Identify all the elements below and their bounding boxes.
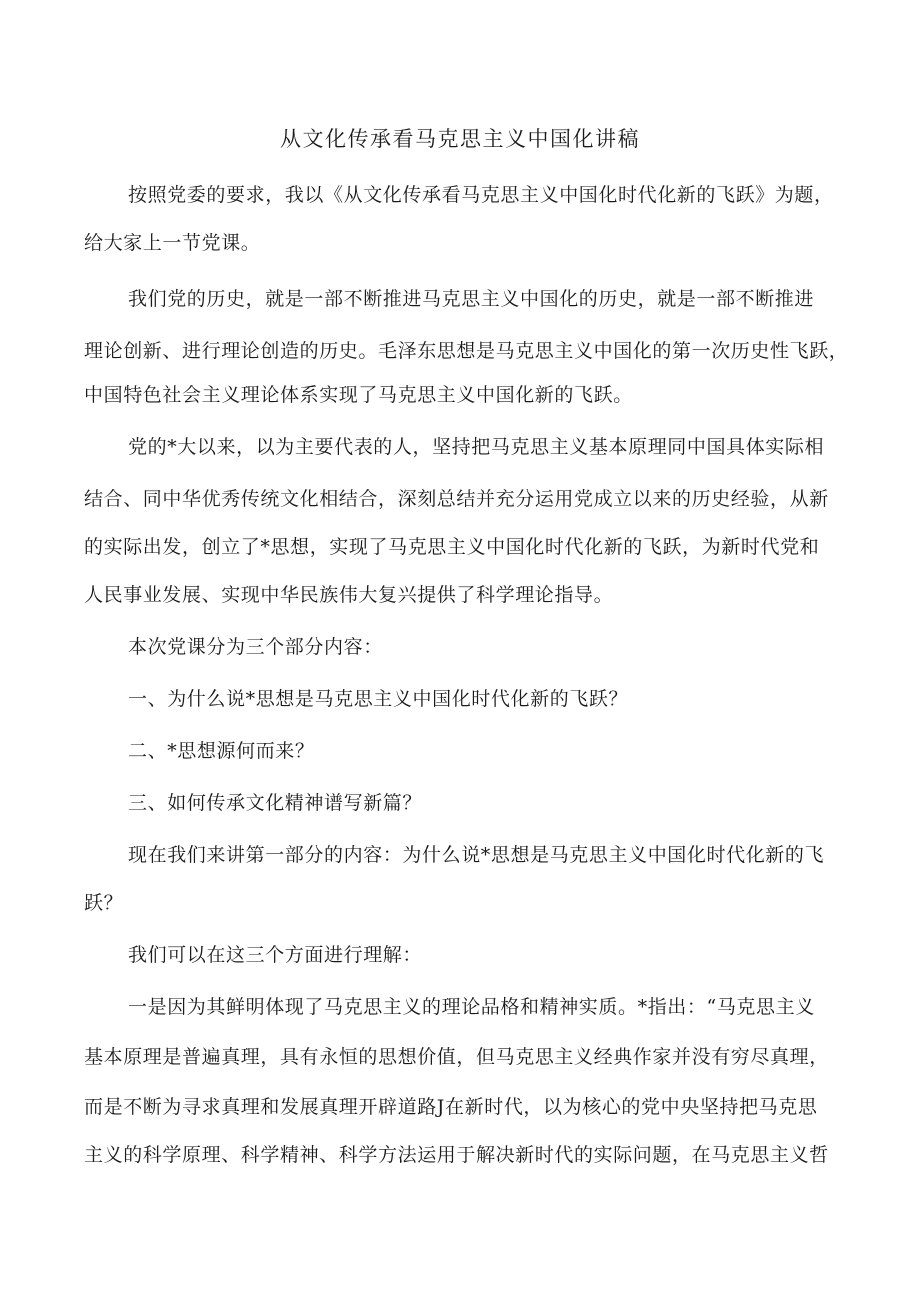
text-line: 主义的科学原理、科学精神、科学方法运用于解决新时代的实际问题，在马克思主义哲	[84, 1144, 829, 1166]
text-line: 按照党委的要求，我以《从文化传承看马克思主义中国化时代化新的飞跃》为题，	[128, 184, 834, 206]
text-line: 党的*大以来，以为主要代表的人，坚持把马克思主义基本原理同中国具体实际相	[128, 436, 825, 458]
text-line: 而是不断为寻求真理和发展真理开辟道路J在新时代，以为核心的党中央坚持把马克思	[84, 1096, 818, 1118]
text-line: 一是因为其鲜明体现了马克思主义的理论品格和精神实质。*指出：“马克思主义	[128, 996, 815, 1018]
text-line: 本次党课分为三个部分内容：	[128, 636, 383, 658]
text-line: 结合、同中华优秀传统文化相结合，深刻总结并充分运用党成立以来的历史经验，从新	[84, 488, 829, 510]
text-line: 给大家上一节党课。	[84, 232, 261, 254]
document-title: 从文化传承看马克思主义中国化讲稿	[280, 127, 640, 151]
text-line: 二、*思想源何而来？	[128, 740, 315, 762]
text-line: 三、如何传承文化精神谱写新篇？	[128, 792, 423, 814]
text-line: 的实际出发，创立了*思想，实现了马克思主义中国化时代化新的飞跃，为新时代党和	[84, 536, 820, 558]
text-line: 中国特色社会主义理论体系实现了马克思主义中国化新的飞跃。	[84, 384, 633, 406]
text-line: 我们可以在这三个方面进行理解：	[128, 944, 423, 966]
text-line: 我们党的历史，就是一部不断推进马克思主义中国化的历史，就是一部不断推进	[128, 288, 815, 310]
text-line: 一、为什么说*思想是马克思主义中国化时代化新的飞跃？	[128, 688, 629, 710]
text-line: 人民事业发展、实现中华民族伟大复兴提供了科学理论指导。	[84, 584, 614, 606]
text-line: 跃？	[84, 892, 124, 914]
text-line: 理论创新、进行理论创造的历史。毛泽东思想是马克思主义中国化的第一次历史性飞跃，	[84, 340, 849, 362]
text-line: 现在我们来讲第一部分的内容：为什么说*思想是马克思主义中国化时代化新的飞	[128, 844, 825, 866]
text-line: 基本原理是普遍真理，具有永恒的思想价值，但马克思主义经典作家并没有穷尽真理，	[84, 1046, 829, 1068]
